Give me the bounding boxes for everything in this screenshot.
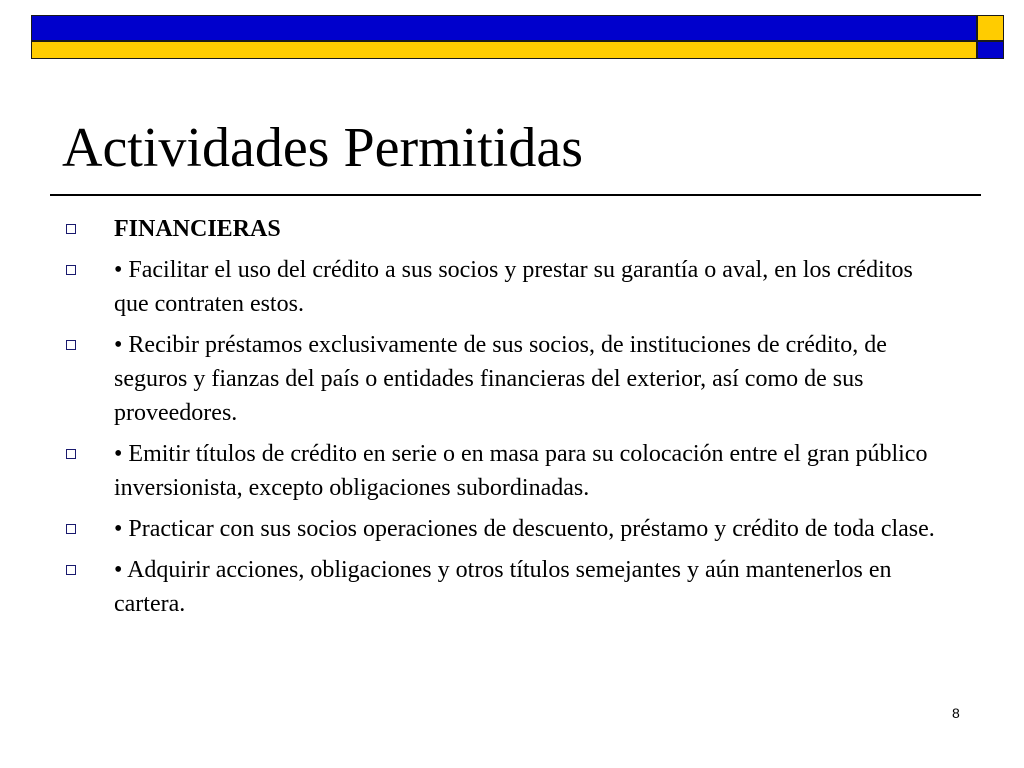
header-corner-yellow xyxy=(977,15,1004,41)
slide-title: Actividades Permitidas xyxy=(62,117,584,179)
bullet-item-financieras xyxy=(62,212,952,246)
page-number: 8 xyxy=(952,705,960,721)
bullet-text: FINANCIERAS xyxy=(114,216,281,242)
bullet-item-emitir-titulos xyxy=(62,437,952,505)
bullet-item-practicar-operaciones xyxy=(62,512,952,546)
bullet-text: • Emitir títulos de crédito en serie o en masa para su colocación entre el gran público inversionista, excepto obligaciones subordinadas. xyxy=(114,441,928,501)
hollow-square-icon xyxy=(66,265,76,275)
hollow-square-icon xyxy=(66,449,76,459)
hollow-square-icon xyxy=(66,565,76,575)
header-corner-blue xyxy=(977,41,1004,59)
bullet-text: • Practicar con sus socios operaciones de descuento, préstamo y crédito de toda clase. xyxy=(114,516,935,542)
bullet-item-facilitar-credito xyxy=(62,253,952,321)
header-bar-blue xyxy=(31,15,977,41)
hollow-square-icon xyxy=(66,524,76,534)
bullet-item-adquirir-acciones xyxy=(62,553,952,621)
bullet-text: • Facilitar el uso del crédito a sus socios y prestar su garantía o aval, en los créditos que contraten estos. xyxy=(114,257,913,317)
hollow-square-icon xyxy=(66,224,76,234)
bullet-text: • Recibir préstamos exclusivamente de sus socios, de instituciones de crédito, de seguros y fianzas del país o entidades financieras del exterior, así como de sus proveedores. xyxy=(114,332,887,426)
bullet-item-recibir-prestamos xyxy=(62,328,952,430)
bullet-text: • Adquirir acciones, obligaciones y otros títulos semejantes y aún mantenerlos en cartera. xyxy=(114,557,892,617)
hollow-square-icon xyxy=(66,340,76,350)
title-divider xyxy=(50,194,981,196)
bullet-list xyxy=(62,212,952,628)
header-bar-yellow xyxy=(31,41,977,59)
